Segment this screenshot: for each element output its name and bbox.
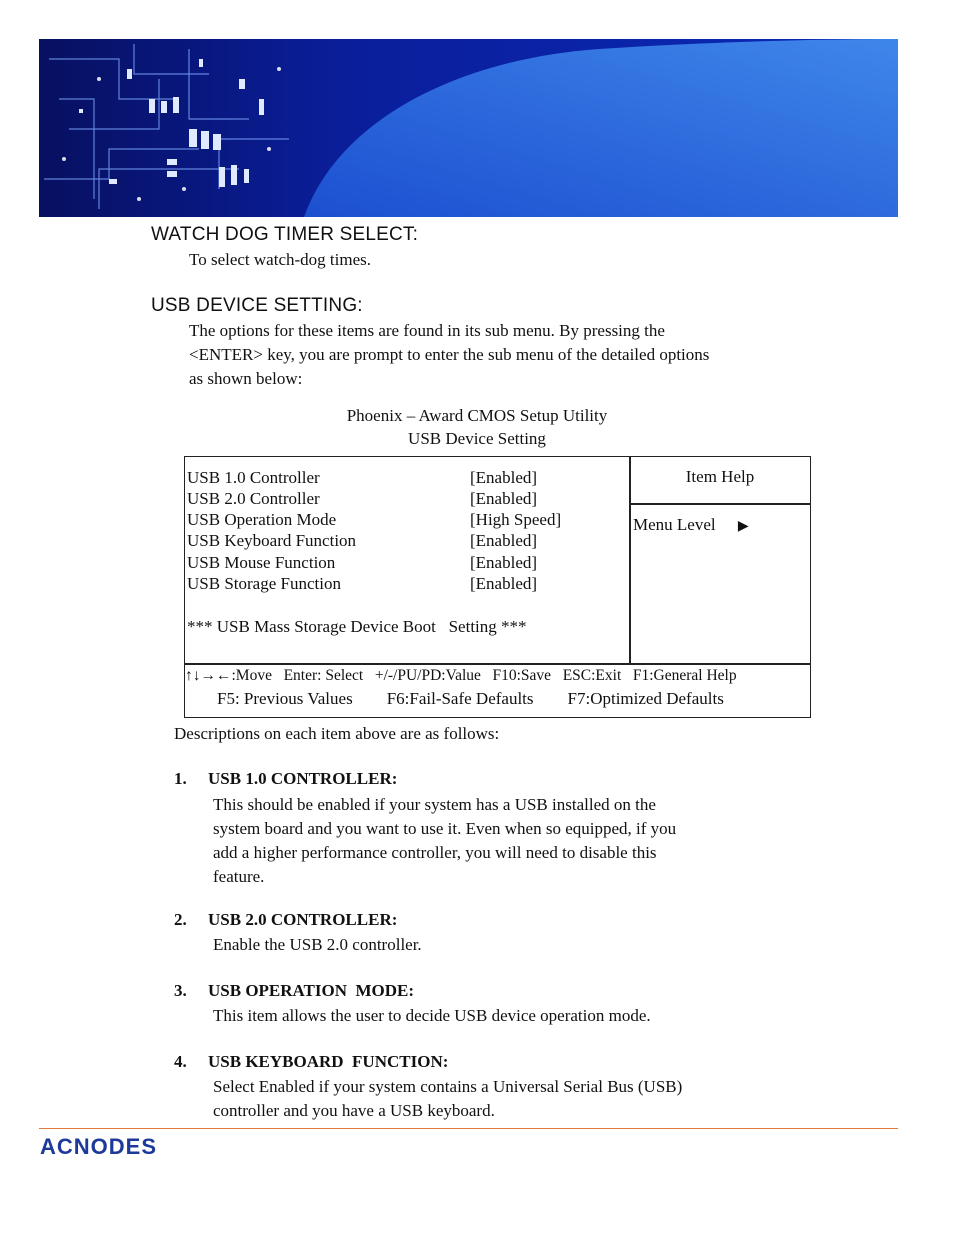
list-body-keyboard (213, 1075, 788, 1123)
menu-level-label: Menu Level (633, 515, 716, 534)
list-body-operation-mode: This item allows the user to decide USB device operation mode. (213, 1006, 651, 1025)
list-number: 2. (174, 910, 187, 929)
body-line: system board and you want to use it. Even when so equipped, if you (213, 819, 677, 838)
setting-value-operation-mode[interactable]: [High Speed] (470, 510, 562, 529)
watch-dog-heading: WATCH DOG TIMER SELECT: (151, 224, 419, 245)
body-line: This should be enabled if your system has a USB installed on the (213, 795, 656, 814)
list-title-operation-mode: USB OPERATION MODE: (208, 981, 415, 1000)
intro-line: as shown below: (189, 369, 303, 388)
list-title-usb10: USB 1.0 CONTROLLER: (208, 769, 398, 788)
key-legend-line-2: F5: Previous Values F6:Fail-Safe Defaults F7:Optimized Defaults (217, 689, 724, 708)
list-number: 3. (174, 981, 187, 1000)
watch-dog-text: To select watch-dog times. (189, 250, 371, 269)
bios-subtitle: USB Device Setting (408, 429, 546, 448)
bios-settings-table (184, 456, 811, 718)
list-body-usb20: Enable the USB 2.0 controller. (213, 935, 422, 954)
setting-value-keyboard[interactable]: [Enabled] (470, 531, 538, 550)
setting-value-usb10[interactable]: [Enabled] (470, 468, 538, 487)
setting-label-mouse[interactable]: USB Mouse Function (187, 553, 336, 572)
boot-setting-label: *** USB Mass Storage Device Boot Setting *** (187, 617, 527, 636)
body-line: Select Enabled if your system contains a Universal Serial Bus (USB) (213, 1077, 683, 1096)
descriptions-intro: Descriptions on each item above are as follows: (174, 724, 500, 743)
list-number: 1. (174, 769, 187, 788)
body-line: controller and you have a USB keyboard. (213, 1101, 495, 1120)
table-divider (629, 457, 631, 663)
table-divider (629, 503, 811, 505)
header-banner (39, 39, 898, 217)
setting-value-usb20[interactable]: [Enabled] (470, 489, 538, 508)
setting-value-storage[interactable]: [Enabled] (470, 574, 538, 593)
list-body-usb10 (213, 793, 793, 889)
intro-line: <ENTER> key, you are prompt to enter the sub menu of the detailed options (189, 345, 710, 364)
body-line: feature. (213, 867, 265, 886)
triangle-right-icon: ▶ (737, 519, 749, 534)
body-line: add a higher performance controller, you will need to disable this (213, 843, 657, 862)
list-title-usb20: USB 2.0 CONTROLLER: (208, 910, 398, 929)
circuit-board-banner-image (39, 39, 898, 217)
setting-label-usb20[interactable]: USB 2.0 Controller (187, 489, 320, 508)
usb-device-intro (189, 319, 814, 391)
table-divider (185, 663, 810, 665)
intro-line: The options for these items are found in its sub menu. By pressing the (189, 321, 665, 340)
list-title-keyboard: USB KEYBOARD FUNCTION: (208, 1052, 449, 1071)
bios-title: Phoenix – Award CMOS Setup Utility (346, 406, 608, 425)
setting-label-keyboard[interactable]: USB Keyboard Function (187, 531, 357, 550)
usb-device-heading: USB DEVICE SETTING: (151, 295, 363, 316)
setting-value-mouse[interactable]: [Enabled] (470, 553, 538, 572)
menu-level (633, 515, 749, 535)
key-legend-line-1: ↑↓→←:Move Enter: Select +/-/PU/PD:Value F10:Save ESC:Exit F1:General Help (185, 667, 737, 684)
footer-rule (39, 1128, 898, 1129)
setting-label-usb10[interactable]: USB 1.0 Controller (187, 468, 320, 487)
acnodes-logo: ACNODES (40, 1134, 158, 1159)
setting-label-operation-mode[interactable]: USB Operation Mode (187, 510, 337, 529)
item-help-heading: Item Help (685, 467, 755, 486)
setting-label-storage[interactable]: USB Storage Function (187, 574, 341, 593)
list-number: 4. (174, 1052, 187, 1071)
